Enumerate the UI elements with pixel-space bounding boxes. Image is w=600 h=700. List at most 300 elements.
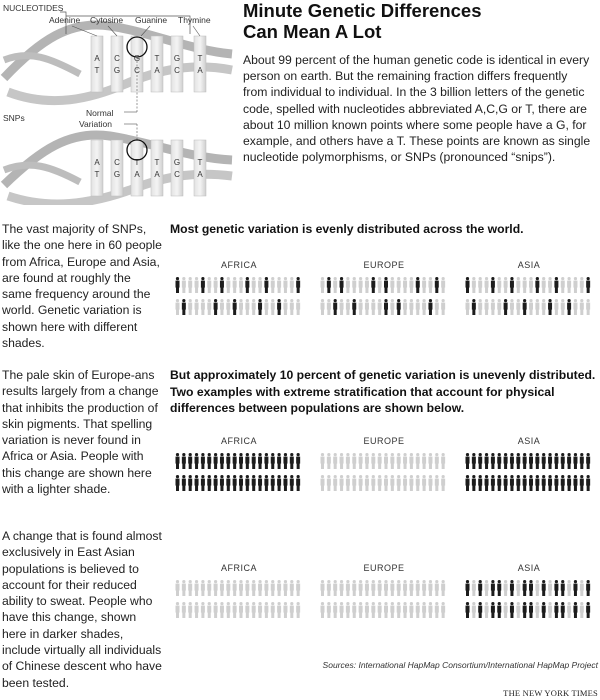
person-figure — [226, 602, 230, 618]
person-figure — [384, 277, 388, 293]
person-figure — [384, 453, 388, 469]
person-figure — [214, 277, 218, 293]
base-letter-lower: A — [134, 170, 140, 179]
person-figure — [283, 277, 287, 293]
person-figure — [554, 299, 558, 315]
person-figure — [207, 602, 211, 618]
base-pair-bar — [151, 140, 163, 196]
person-figure — [290, 580, 294, 596]
person-figure — [535, 277, 539, 293]
person-figure — [371, 475, 375, 491]
person-figure — [516, 299, 520, 315]
person-figure — [529, 602, 533, 618]
person-figure — [497, 299, 501, 315]
person-figure — [296, 602, 300, 618]
person-figure — [327, 277, 331, 293]
base-letter-upper: G — [133, 54, 141, 63]
person-figure — [497, 602, 501, 618]
person-figure — [422, 453, 426, 469]
person-figure — [296, 580, 300, 596]
person-figure — [195, 602, 199, 618]
person-figure — [176, 277, 180, 293]
base-pair-bar — [194, 140, 206, 196]
base-letter-lower: A — [154, 66, 160, 75]
person-figure — [504, 602, 508, 618]
person-figure — [542, 580, 546, 596]
person-figure — [523, 475, 527, 491]
person-figure — [188, 580, 192, 596]
person-figure — [321, 277, 325, 293]
person-figure — [371, 580, 375, 596]
person-figure — [472, 475, 476, 491]
base-letter-upper: A — [94, 54, 100, 63]
person-figure — [378, 580, 382, 596]
person-figure — [296, 277, 300, 293]
person-figure — [264, 602, 268, 618]
title-line-1: Minute Genetic Differences — [243, 0, 482, 21]
person-figure — [346, 475, 350, 491]
person-figure — [327, 453, 331, 469]
base-letter-lower: T — [94, 66, 100, 75]
person-figure — [428, 602, 432, 618]
person-figure — [535, 475, 539, 491]
person-figure — [542, 475, 546, 491]
person-figure — [466, 580, 470, 596]
person-figure — [491, 277, 495, 293]
person-figure — [378, 475, 382, 491]
person-figure — [510, 299, 514, 315]
person-figure — [201, 602, 205, 618]
person-figure — [182, 453, 186, 469]
person-figure — [561, 453, 565, 469]
person-figure — [535, 580, 539, 596]
base-pair-bar — [111, 36, 123, 92]
person-figure — [290, 299, 294, 315]
person-figure — [340, 602, 344, 618]
person-figure — [586, 299, 590, 315]
person-figure — [491, 580, 495, 596]
base-letter-lower: T — [94, 170, 100, 179]
person-figure — [504, 299, 508, 315]
person-figure — [359, 299, 363, 315]
person-figure — [548, 453, 552, 469]
person-figure — [201, 453, 205, 469]
person-figure — [352, 580, 356, 596]
person-figure — [580, 277, 584, 293]
person-figure — [346, 602, 350, 618]
person-figure — [416, 475, 420, 491]
person-figure — [428, 453, 432, 469]
person-figure — [359, 602, 363, 618]
person-figure — [365, 453, 369, 469]
person-figure — [195, 299, 199, 315]
person-figure — [182, 277, 186, 293]
person-figure — [252, 602, 256, 618]
person-figure — [466, 602, 470, 618]
person-figure — [252, 277, 256, 293]
person-figure — [384, 602, 388, 618]
person-figure — [283, 299, 287, 315]
person-figure — [542, 277, 546, 293]
person-figure — [365, 602, 369, 618]
person-figure — [296, 299, 300, 315]
person-figure — [239, 580, 243, 596]
person-figure — [226, 453, 230, 469]
person-figure — [258, 277, 262, 293]
person-figure — [422, 602, 426, 618]
variation-label: Variation — [79, 119, 112, 129]
person-figure — [226, 580, 230, 596]
person-figure — [478, 299, 482, 315]
person-figure — [428, 277, 432, 293]
person-figure — [214, 475, 218, 491]
person-figure — [548, 580, 552, 596]
person-figure — [485, 277, 489, 293]
person-figure — [516, 453, 520, 469]
person-figure — [359, 475, 363, 491]
section-2-region-asia: ASIA — [517, 436, 541, 446]
base-letter-upper: T — [134, 158, 140, 167]
person-figure — [516, 580, 520, 596]
person-figure — [233, 602, 237, 618]
person-figure — [359, 277, 363, 293]
person-figure — [510, 453, 514, 469]
base-pair-bar — [111, 140, 123, 196]
person-figure — [346, 299, 350, 315]
section-3-asia-people — [465, 579, 593, 623]
person-figure — [226, 299, 230, 315]
person-figure — [567, 453, 571, 469]
person-figure — [497, 475, 501, 491]
section-2-africa-people — [175, 452, 303, 496]
base-letter-upper: G — [173, 54, 181, 63]
person-figure — [384, 299, 388, 315]
person-figure — [523, 453, 527, 469]
person-figure — [182, 580, 186, 596]
person-figure — [258, 580, 262, 596]
person-figure — [252, 299, 256, 315]
person-figure — [561, 580, 565, 596]
nucleotides-label: NUCLEOTIDES — [3, 3, 64, 13]
person-figure — [428, 475, 432, 491]
base-label-cytosine: Cytosine — [90, 15, 124, 25]
person-figure — [516, 475, 520, 491]
person-figure — [327, 475, 331, 491]
base-letter-lower: A — [154, 170, 160, 179]
person-figure — [371, 277, 375, 293]
person-figure — [371, 453, 375, 469]
person-figure — [233, 277, 237, 293]
person-figure — [290, 277, 294, 293]
section-1-africa-people — [175, 276, 303, 320]
person-figure — [542, 602, 546, 618]
section-1-asia-people — [465, 276, 593, 320]
person-figure — [258, 453, 262, 469]
person-figure — [378, 277, 382, 293]
section-2-asia-people — [465, 452, 593, 496]
person-figure — [176, 602, 180, 618]
person-figure — [554, 453, 558, 469]
person-figure — [207, 453, 211, 469]
person-figure — [409, 299, 413, 315]
section-2-side-text: The pale skin of Europe-ans results largely from a change that inhibits the production of skin pigments. That spelling variation is never found in Africa or Asia. People with this change are shown here with a lighter shade. — [2, 368, 159, 497]
person-figure — [245, 277, 249, 293]
person-figure — [333, 580, 337, 596]
person-figure — [220, 453, 224, 469]
person-figure — [548, 299, 552, 315]
person-figure — [478, 602, 482, 618]
person-figure — [371, 602, 375, 618]
person-figure — [245, 602, 249, 618]
page-title — [243, 0, 593, 42]
person-figure — [397, 602, 401, 618]
person-figure — [188, 475, 192, 491]
person-figure — [586, 475, 590, 491]
person-figure — [441, 277, 445, 293]
person-figure — [478, 453, 482, 469]
person-figure — [283, 602, 287, 618]
person-figure — [485, 299, 489, 315]
section-2-region-europe: EUROPE — [363, 436, 405, 446]
person-figure — [390, 299, 394, 315]
person-figure — [478, 475, 482, 491]
person-figure — [510, 602, 514, 618]
person-figure — [188, 299, 192, 315]
person-figure — [277, 602, 281, 618]
person-figure — [422, 580, 426, 596]
base-letter-upper: T — [154, 54, 160, 63]
person-figure — [466, 299, 470, 315]
person-figure — [504, 453, 508, 469]
person-figure — [586, 580, 590, 596]
person-figure — [346, 277, 350, 293]
person-figure — [271, 453, 275, 469]
person-figure — [573, 453, 577, 469]
person-figure — [478, 580, 482, 596]
person-figure — [296, 475, 300, 491]
person-figure — [188, 602, 192, 618]
base-letter-lower: G — [113, 66, 121, 75]
base-label-thymine: Thymine — [178, 15, 211, 25]
person-figure — [176, 475, 180, 491]
person-figure — [491, 453, 495, 469]
person-figure — [403, 453, 407, 469]
person-figure — [182, 602, 186, 618]
person-figure — [441, 453, 445, 469]
person-figure — [207, 580, 211, 596]
person-figure — [340, 453, 344, 469]
person-figure — [346, 580, 350, 596]
person-figure — [403, 580, 407, 596]
person-figure — [573, 580, 577, 596]
person-figure — [258, 602, 262, 618]
person-figure — [542, 453, 546, 469]
person-figure — [321, 580, 325, 596]
person-figure — [277, 580, 281, 596]
intro-paragraph: About 99 percent of the human genetic code is identical in every person on earth. But the remaining fraction differs frequently from individual to individual. In the 3 billion letters of the genetic code, spelled with nucleotides abbreviated A,C,G or T, there are about 10 million known points where some people have a G, for example, and others have a T. These points are known as single nucleotide polymorphisms, or SNPs (pronounced “snips”). — [243, 53, 591, 165]
person-figure — [403, 602, 407, 618]
person-figure — [441, 602, 445, 618]
person-figure — [435, 277, 439, 293]
person-figure — [340, 580, 344, 596]
person-figure — [258, 475, 262, 491]
person-figure — [397, 299, 401, 315]
person-figure — [252, 580, 256, 596]
section-1-side-text: The vast majority of SNPs, like the one here in 60 people from Africa, Europe and Asia, are found at roughly the same frequency around the world. Genetic variation is shown here with different shades. — [2, 222, 162, 351]
person-figure — [226, 475, 230, 491]
person-figure — [264, 580, 268, 596]
person-figure — [352, 277, 356, 293]
person-figure — [283, 580, 287, 596]
person-figure — [472, 602, 476, 618]
person-figure — [264, 453, 268, 469]
base-pair-bar — [131, 140, 143, 196]
person-figure — [264, 299, 268, 315]
person-figure — [466, 475, 470, 491]
person-figure — [435, 453, 439, 469]
person-figure — [403, 475, 407, 491]
person-figure — [327, 602, 331, 618]
person-figure — [321, 602, 325, 618]
person-figure — [220, 475, 224, 491]
person-figure — [435, 299, 439, 315]
person-figure — [422, 299, 426, 315]
base-pair-bar — [91, 36, 103, 92]
section-2-heading: But approximately 10 percent of genetic variation is unevenly distributed. Two examples with extreme stratification that account for physical differences between populations are shown below. — [170, 368, 596, 415]
person-figure — [271, 277, 275, 293]
person-figure — [567, 602, 571, 618]
person-figure — [586, 453, 590, 469]
base-letter-lower: A — [197, 66, 203, 75]
snps-label: SNPs — [3, 113, 25, 123]
person-figure — [510, 580, 514, 596]
person-figure — [365, 475, 369, 491]
person-figure — [390, 602, 394, 618]
person-figure — [365, 277, 369, 293]
person-figure — [277, 299, 281, 315]
person-figure — [472, 299, 476, 315]
person-figure — [573, 299, 577, 315]
person-figure — [233, 580, 237, 596]
person-figure — [397, 475, 401, 491]
person-figure — [214, 299, 218, 315]
person-figure — [333, 299, 337, 315]
person-figure — [397, 453, 401, 469]
person-figure — [176, 453, 180, 469]
base-letter-lower: C — [174, 66, 180, 75]
person-figure — [441, 475, 445, 491]
base-pair-bar — [171, 140, 183, 196]
newspaper-credit: THE NEW YORK TIMES — [503, 688, 598, 698]
dna-diagram — [0, 0, 240, 205]
person-figure — [529, 277, 533, 293]
person-figure — [491, 299, 495, 315]
person-figure — [586, 602, 590, 618]
person-figure — [485, 602, 489, 618]
base-pair-bar — [171, 36, 183, 92]
person-figure — [390, 277, 394, 293]
base-letter-upper: C — [114, 158, 120, 167]
person-figure — [403, 299, 407, 315]
person-figure — [586, 277, 590, 293]
person-figure — [195, 453, 199, 469]
person-figure — [422, 475, 426, 491]
person-figure — [478, 277, 482, 293]
base-letter-lower: C — [134, 66, 140, 75]
person-figure — [252, 453, 256, 469]
person-figure — [491, 475, 495, 491]
person-figure — [409, 475, 413, 491]
person-figure — [359, 453, 363, 469]
base-letter-upper: T — [197, 158, 203, 167]
person-figure — [176, 580, 180, 596]
section-3-region-asia: ASIA — [517, 563, 541, 573]
person-figure — [365, 580, 369, 596]
person-figure — [258, 299, 262, 315]
person-figure — [378, 299, 382, 315]
person-figure — [554, 475, 558, 491]
base-letter-upper: A — [94, 158, 100, 167]
person-figure — [220, 580, 224, 596]
person-figure — [428, 580, 432, 596]
person-figure — [573, 277, 577, 293]
person-figure — [340, 277, 344, 293]
person-figure — [561, 299, 565, 315]
section-1-region-asia: ASIA — [517, 260, 541, 270]
person-figure — [567, 580, 571, 596]
base-label-guanine: Guanine — [135, 15, 168, 25]
person-figure — [441, 580, 445, 596]
section-1-heading: Most genetic variation is evenly distributed across the world. — [170, 222, 524, 236]
person-figure — [403, 277, 407, 293]
person-figure — [567, 299, 571, 315]
person-figure — [371, 299, 375, 315]
person-figure — [516, 602, 520, 618]
sources-note: Sources: International HapMap Consortium/International HapMap Project — [322, 660, 598, 670]
person-figure — [510, 277, 514, 293]
person-figure — [201, 299, 205, 315]
person-figure — [271, 299, 275, 315]
person-figure — [472, 453, 476, 469]
person-figure — [214, 602, 218, 618]
section-3-region-africa: AFRICA — [220, 563, 257, 573]
person-figure — [207, 277, 211, 293]
person-figure — [561, 277, 565, 293]
person-figure — [567, 475, 571, 491]
base-letter-upper: G — [173, 158, 181, 167]
section-3-region-europe: EUROPE — [363, 563, 405, 573]
person-figure — [201, 277, 205, 293]
base-letter-lower: G — [113, 170, 121, 179]
section-1-europe-people — [320, 276, 448, 320]
person-figure — [195, 475, 199, 491]
person-figure — [548, 277, 552, 293]
person-figure — [207, 299, 211, 315]
base-letter-upper: T — [197, 54, 203, 63]
section-2-region-africa: AFRICA — [220, 436, 257, 446]
person-figure — [264, 277, 268, 293]
person-figure — [497, 580, 501, 596]
person-figure — [220, 277, 224, 293]
person-figure — [290, 602, 294, 618]
person-figure — [422, 277, 426, 293]
person-figure — [529, 299, 533, 315]
person-figure — [497, 277, 501, 293]
person-figure — [409, 277, 413, 293]
person-figure — [580, 580, 584, 596]
person-figure — [207, 475, 211, 491]
person-figure — [352, 453, 356, 469]
